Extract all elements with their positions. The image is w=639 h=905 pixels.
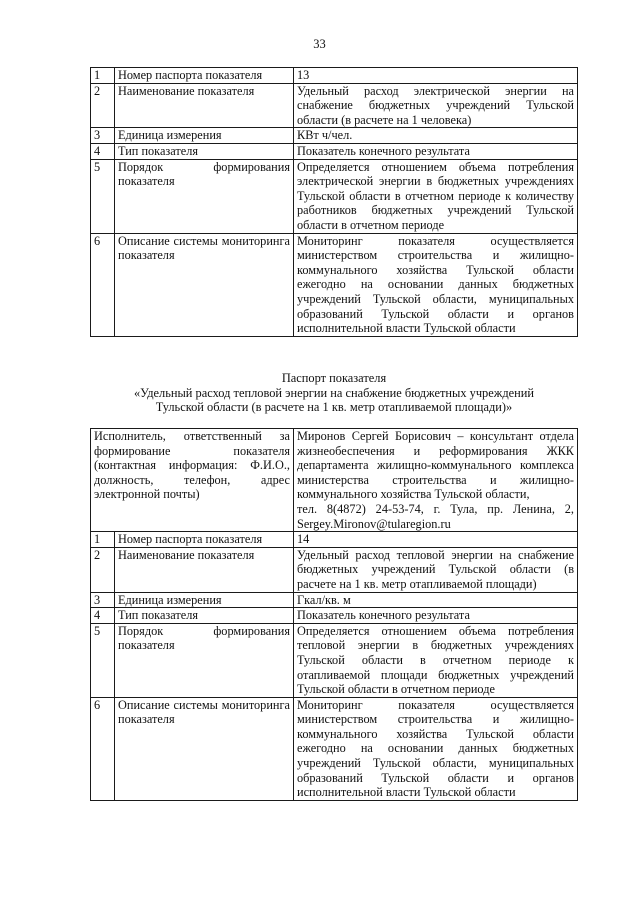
row-label: Порядок формирования показателя (115, 159, 294, 233)
row-value: 13 (294, 68, 578, 84)
table-row (91, 128, 578, 144)
row-value: Мониторинг показателя осуществляется министерством строительства и жилищно-коммунального хозяйства Тульской области ежегодно на основании данных бюджетных учреждений Тульской области, муниципальных образований Тульской области и органов исполнительной власти Тульской области (294, 233, 578, 336)
table-row (91, 159, 578, 233)
executor-contact: тел. 8(4872) 24-53-74, г. Тула, пр. Ленина, 2, Sergey.Mironov@tularegion.ru (297, 501, 574, 531)
row-value: 14 (294, 532, 578, 548)
row-number: 4 (91, 143, 115, 159)
row-number: 4 (91, 608, 115, 624)
row-label: Описание системы мониторинга показателя (115, 233, 294, 336)
row-label: Описание системы мониторинга показателя (115, 697, 294, 800)
row-label: Тип показателя (115, 143, 294, 159)
passport-table-14 (90, 428, 578, 801)
table-row (91, 233, 578, 336)
row-number: 5 (91, 623, 115, 697)
row-number: 3 (91, 128, 115, 144)
row-label: Единица измерения (115, 592, 294, 608)
row-number: 6 (91, 233, 115, 336)
row-label: Наименование показателя (115, 83, 294, 128)
heading-title: Паспорт показателя (281, 371, 387, 385)
passport-heading (90, 371, 578, 415)
row-number: 3 (91, 592, 115, 608)
table-row (91, 68, 578, 84)
row-value: Определяется отношением объема потребления электрической энергии в бюджетных учреждениях Тульской области в отчетном периоде к количеству работников бюджетных учреждений Тульской области в отчетном периоде (294, 159, 578, 233)
row-number: 1 (91, 532, 115, 548)
row-label: Номер паспорта показателя (115, 68, 294, 84)
row-label: Номер паспорта показателя (115, 532, 294, 548)
row-value: Удельный расход тепловой энергии на снабжение бюджетных учреждений Тульской области (в расчете на 1 кв. метр отапливаемой площади) (294, 547, 578, 592)
row-value: Показатель конечного результата (294, 608, 578, 624)
heading-line: Тульской области (в расчете на 1 кв. метр отапливаемой площади)» (155, 400, 513, 415)
row-value: Мониторинг показателя осуществляется министерством строительства и жилищно-коммунального хозяйства Тульской области ежегодно на основании данных бюджетных учреждений Тульской области, муниципальных образований Тульской области и органов исполнительной власти Тульской области (294, 697, 578, 800)
row-value: КВт ч/чел. (294, 128, 578, 144)
row-value: Удельный расход электрической энергии на снабжение бюджетных учреждений Тульской области (в расчете на 1 человека) (294, 83, 578, 128)
executor-name: Миронов Сергей Борисович – консультант отдела жизнеобеспечения и реформирования ЖКК департамента жилищно-коммунального комплекса министерства строительства и жилищно-коммунального хозяйства Тульской области, (297, 429, 574, 502)
table-row (91, 547, 578, 592)
row-number: 5 (91, 159, 115, 233)
row-number: 1 (91, 68, 115, 84)
row-value: Показатель конечного результата (294, 143, 578, 159)
executor-label: Исполнитель, ответственный за формирование показателя (контактная информация: Ф.И.О., должность, телефон, адрес электронной почты) (91, 429, 294, 532)
table-row (91, 697, 578, 800)
table-row (91, 83, 578, 128)
table-row-executor (91, 429, 578, 532)
table-row (91, 143, 578, 159)
executor-value (294, 429, 578, 532)
row-value: Гкал/кв. м (294, 592, 578, 608)
row-number: 6 (91, 697, 115, 800)
row-value: Определяется отношением объема потребления тепловой энергии в бюджетных учреждениях Тульской области в отчетном периоде к отапливаемой площади бюджетных учреждений Тульской области в отчетном периоде (294, 623, 578, 697)
table-row (91, 532, 578, 548)
row-label: Тип показателя (115, 608, 294, 624)
table-row (91, 592, 578, 608)
row-number: 2 (91, 83, 115, 128)
row-label: Единица измерения (115, 128, 294, 144)
table-row (91, 623, 578, 697)
heading-line: «Удельный расход тепловой энергии на снабжение бюджетных учреждений (133, 385, 535, 400)
row-label: Наименование показателя (115, 547, 294, 592)
row-label: Порядок формирования показателя (115, 623, 294, 697)
page-number: 33 (313, 37, 326, 51)
passport-table-13 (90, 67, 578, 337)
table-row (91, 608, 578, 624)
row-number: 2 (91, 547, 115, 592)
